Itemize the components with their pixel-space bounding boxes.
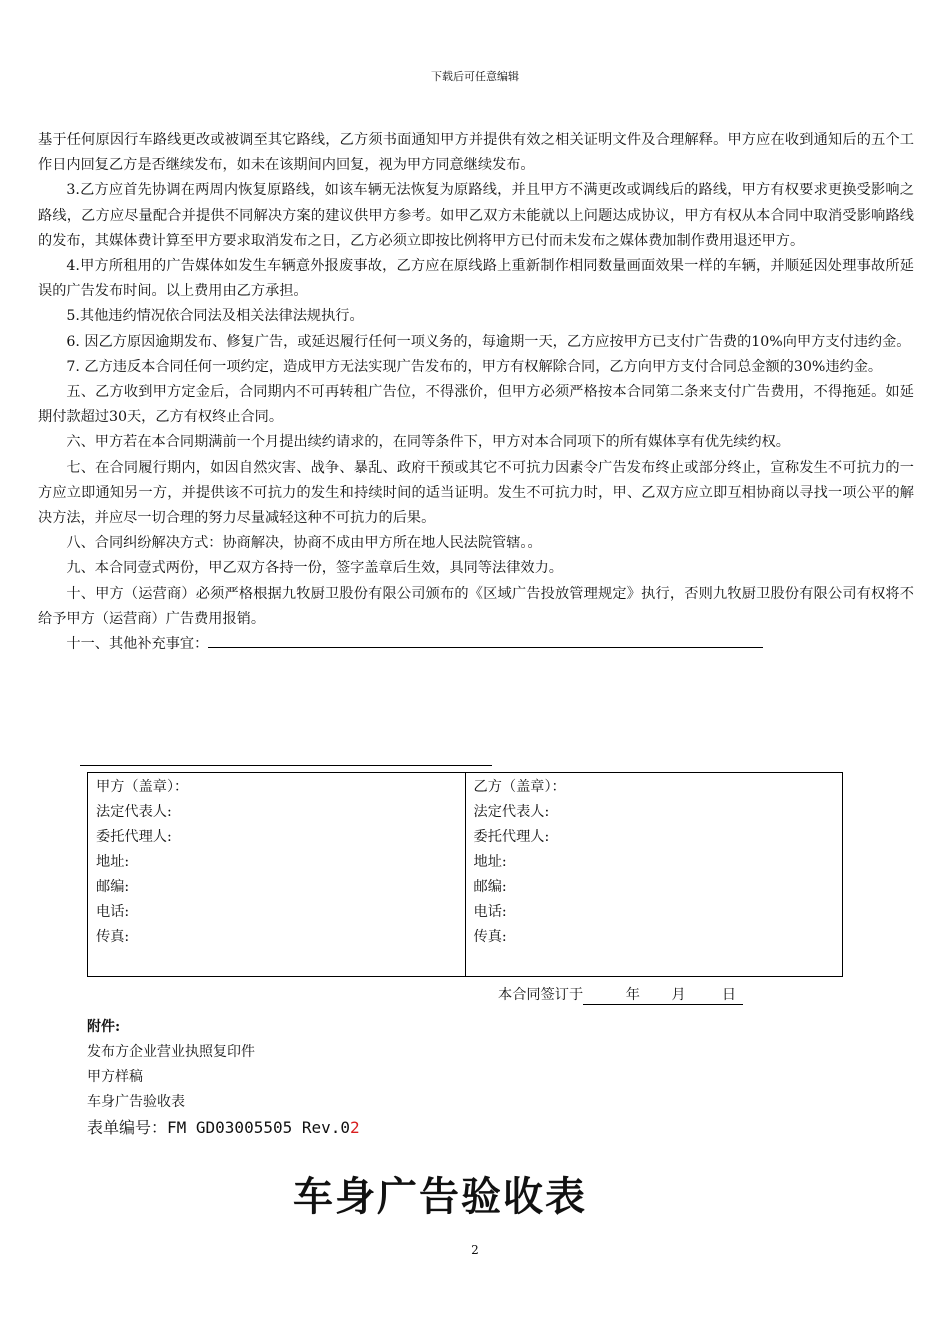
party-b-phone: 电话: [473, 904, 507, 920]
party-b-legal-rep: 法定代表人: [473, 804, 550, 820]
attachment-item: 发布方企业营业执照复印件 [87, 1044, 255, 1060]
attachments-list [87, 1040, 255, 1115]
form-number-revision: 2 [350, 1118, 360, 1137]
paragraph: 5.其他违约情况依合同法及相关法律法规执行。 [66, 308, 364, 325]
party-b-address: 地址: [473, 854, 507, 870]
attachment-item: 甲方样稿 [87, 1069, 143, 1085]
sign-date [498, 984, 743, 1005]
signature-table [87, 772, 843, 977]
party-a-postcode: 邮编: [96, 879, 130, 895]
supplement-fill-line [208, 633, 763, 648]
section-title: 车身广告验收表 [293, 1174, 587, 1220]
header-note: 下载后可任意编辑 [431, 70, 519, 83]
form-number [87, 1115, 360, 1138]
sign-date-label: 本合同签订于 [498, 987, 584, 1003]
party-b-postcode: 邮编: [473, 879, 507, 895]
form-number-prefix: 表单编号：FM GD03005505 Rev.0 [87, 1118, 351, 1137]
paragraph: 五、乙方收到甲方定金后，合同期内不可再转租广告位，不得涨价，但甲方必须严格按本合同第二条来支付广告费用，不得拖延。如延期付款超过30天，乙方有权终止合同。 [38, 384, 914, 426]
party-b-cell [465, 773, 843, 977]
party-a-seal: 甲方（盖章）： [96, 779, 189, 795]
paragraph: 六、甲方若在本合同期满前一个月提出续约请求的，在同等条件下，甲方对本合同项下的所有媒体享有优先续约权。 [66, 434, 790, 451]
party-a-address: 地址: [96, 854, 130, 870]
contract-body [38, 128, 914, 657]
paragraph: 八、合同纠纷解决方式：协商解决，协商不成由甲方所在地人民法院管辖。。 [66, 535, 542, 552]
party-b-fax: 传真: [473, 929, 507, 945]
paragraph: 4.甲方所租用的广告媒体如发生车辆意外报废事故，乙方应在原线路上重新制作相同数量画面效果一样的车辆，并顺延因处理事故所延误的广告发布时间。以上费用由乙方承担。 [38, 258, 914, 300]
paragraph: 十、甲方（运营商）必须严格根据九牧厨卫股份有限公司颁布的《区域广告投放管理规定》执行，否则九牧厨卫股份有限公司有权将不给予甲方（运营商）广告费用报销。 [38, 585, 914, 627]
month-label: 月 [671, 987, 686, 1003]
party-b-agent: 委托代理人: [473, 829, 550, 845]
supplement-label: 十一、其他补充事宜： [66, 636, 209, 653]
paragraph: 6. 因乙方原因逾期发布、修复广告，或延迟履行任何一项义务的，每逾期一天，乙方应按甲方已支付广告费的10%向甲方支付违约金。 [66, 333, 911, 350]
paragraph: 3.乙方应首先协调在两周内恢复原路线，如该车辆无法恢复为原路线，并且甲方不满更改或调线后的路线，甲方有权要求更换受影响之路线，乙方应尽量配合并提供不同解决方案的建议供甲方参考。如甲乙双方未能就以上问题达成协议，甲方有权从本合同中取消受影响路线的发布，其媒体费计算至甲方要求取消发布之日，乙方必须立即按比例将甲方已付而未发布之媒体费加制作费用退还甲方。 [38, 182, 914, 249]
paragraph: 7. 乙方违反本合同任何一项约定，造成甲方无法实现广告发布的，甲方有权解除合同，乙方向甲方支付合同总金额的30%违约金。 [66, 358, 883, 375]
party-a-cell [88, 773, 466, 977]
attachments-title: 附件: [87, 1019, 121, 1035]
paragraph: 九、本合同壹式两份，甲乙双方各持一份，签字盖章后生效，具同等法律效力。 [66, 560, 563, 577]
sign-date-fill [583, 984, 742, 1005]
page-number: 2 [471, 1243, 479, 1257]
divider-line [80, 765, 492, 766]
year-label: 年 [625, 987, 640, 1003]
day-label: 日 [721, 987, 737, 1003]
party-a-legal-rep: 法定代表人: [96, 804, 172, 820]
party-b-seal: 乙方（盖章）： [473, 779, 566, 795]
paragraph: 七、在合同履行期内，如因自然灾害、战争、暴乱、政府干预或其它不可抗力因素令广告发布终止或部分终止，宣称发生不可抗力的一方应立即通知另一方，并提供该不可抗力的发生和持续时间的适当证明。发生不可抗力时，甲、乙双方应立即互相协商以寻找一项公平的解决方法，并应尽一切合理的努力尽量减轻这种不可抗力的后果。 [38, 459, 914, 527]
party-a-phone: 电话: [96, 904, 130, 920]
paragraph: 基于任何原因行车路线更改或被调至其它路线，乙方须书面通知甲方并提供有效之相关证明文件及合理解释。甲方应在收到通知后的五个工作日内回复乙方是否继续发布，如未在该期间内回复，视为甲方同意继续发布。 [38, 132, 914, 174]
attachment-item: 车身广告验收表 [87, 1094, 185, 1110]
party-a-agent: 委托代理人: [96, 829, 172, 845]
supplement-line [38, 632, 914, 657]
party-a-fax: 传真: [96, 929, 130, 945]
